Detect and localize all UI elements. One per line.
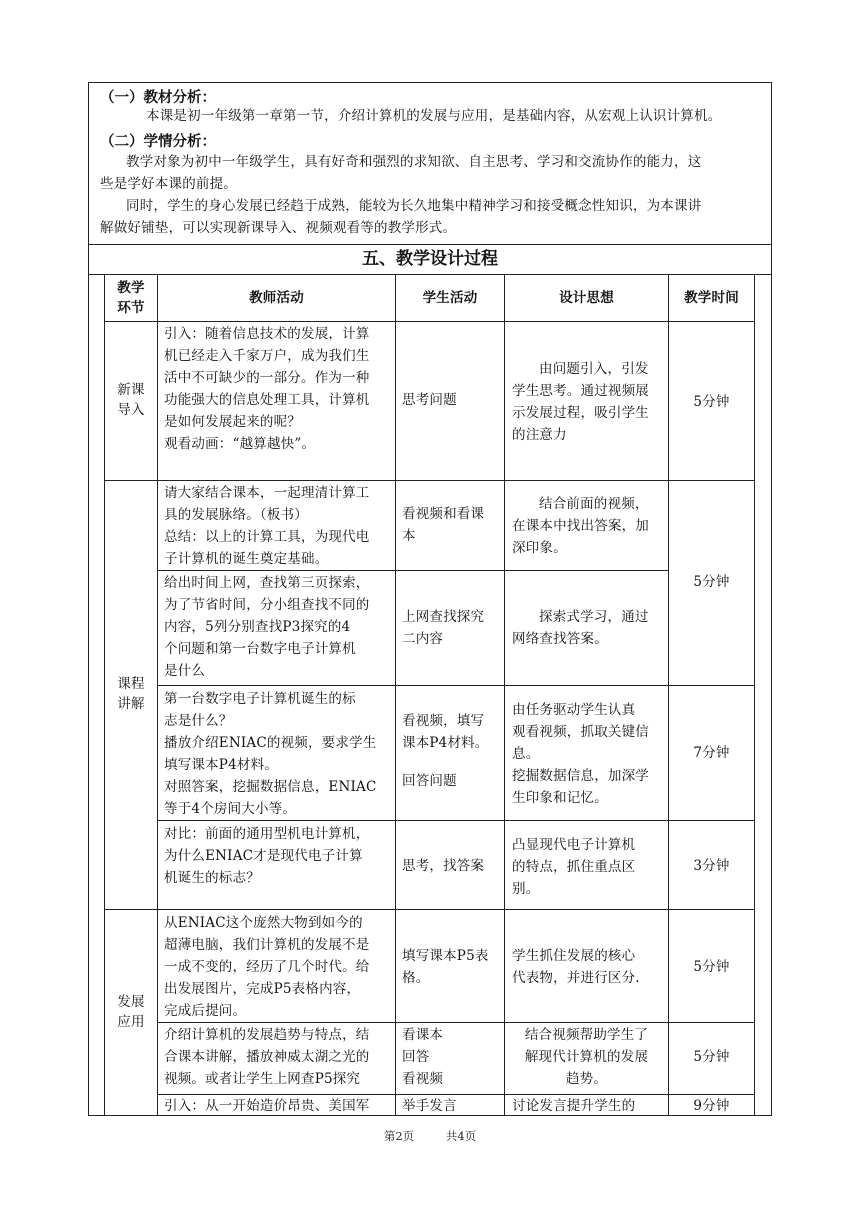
row8-student: 举手发言 [402,1098,457,1114]
section2-line-4: 解做好铺垫，可以实现新课导入、视频观看等的教学形式。 [100,220,457,236]
header-student-activity: 学生活动 [422,290,478,306]
row3-student: 上网查找探究 二内容 [402,609,485,647]
row4-time: 7分钟 [693,745,730,761]
row7-student: 看课本 回答 看视频 [402,1027,444,1087]
row4-student: 看视频，填写 课本P4材料。 回答问题 [402,713,489,789]
row7-design: 结合视频帮助学生了 解现代计算机的发展 趋势。 [524,1027,649,1087]
row5-design: 凸显现代电子计算机 的特点，抓住重点区 别。 [512,837,636,897]
row7-time: 5分钟 [693,1049,730,1065]
section2-line-2: 些是学好本课的前提。 [100,176,237,192]
section1-heading: （一）教材分析： [100,89,216,106]
stage-lecture: 课程 讲解 [117,676,145,712]
row1-student: 思考问题 [402,392,457,408]
row3-design: 探索式学习，通过 网络查找答案。 [512,609,649,647]
row1-teacher: 引入：随着信息技术的发展，计算 机已经走入千家万户，成为我们生 活中不可缺少的一部分。作为一种 功能强大的信息处理工具，计算机 是如何发展起来的呢？ 观看动画：“越算越快”。 [164,326,370,452]
row6-teacher: 从ENIAC这个庞然大物到如今的 超薄电脑，我们计算机的发展不是 一成不变的，经历了几个时代。给 出发展图片，完成P5表格内容， 完成后提问。 [164,915,370,1019]
row6-design: 学生抓住发展的核心 代表物，并进行区分. [512,948,640,986]
row2-teacher: 请大家结合课本，一起理清计算工 具的发展脉络。（板书） 总结：以上的计算工具，为现代电 子计算机的诞生奠定基础。 [164,485,370,567]
header-teacher-activity: 教师活动 [249,290,304,306]
stage-application: 发展 应用 [117,994,145,1030]
section5-title: 五、教学设计过程 [362,249,498,269]
row8-design: 讨论发言提升学生的 [512,1098,636,1114]
row4-design: 由任务驱动学生认真 观看视频，抓取关键信 息。 挖掘数据信息，加深学 生印象和记忆。 [512,702,649,806]
header-stage: 教学 环节 [117,280,145,316]
row1-design: 由问题引入，引发 学生思考。通过视频展 示发展过程，吸引学生 的注意力 [512,361,649,443]
row2-student: 看视频和看课 本 [402,506,485,544]
row8-teacher: 引入：从一开始造价昂贵、美国军 [164,1098,370,1114]
row6-time: 5分钟 [693,959,730,975]
row6-student: 填写课本P5表 格。 [402,948,489,986]
row1-time: 5分钟 [693,394,730,410]
stage-new-lesson: 新课 导入 [117,382,145,418]
rule-below-section5 [88,274,772,275]
section2-heading: （二）学情分析： [100,133,216,150]
row7-teacher: 介绍计算机的发展趋势与特点，结 合课本讲解，播放神威太湖之光的 视频。或者让学生上网查P5探究 [164,1027,370,1087]
section2-line-1: 教学对象为初中一年级学生，具有好奇和强烈的求知欲、自主思考、学习和交流协作的能力，这 [126,154,702,170]
row4-teacher: 第一台数字电子计算机诞生的标 志是什么？ 播放介绍ENIAC的视频，要求学生 填写课本P4材料。 对照答案，挖掘数据信息，ENIAC 等于4个房间大小等。 [164,691,377,817]
page-number: 第2页 [383,1129,415,1143]
page-footer [0,1128,860,1144]
page-total: 共4页 [445,1129,477,1143]
row3-teacher: 给出时间上网，查找第三页探索， 为了节省时间，分小组查找不同的 内容，5列分别查找P3探究的4 个问题和第一台数字电子计算机 是什么 [164,575,370,679]
header-teaching-time: 教学时间 [684,290,739,306]
section2-line-3: 同时，学生的身心发展已经趋于成熟，能较为长久地集中精神学习和接受概念性知识，为本课讲 [126,198,702,214]
row5-teacher: 对比：前面的通用型机电计算机， 为什么ENIAC才是现代电子计算 机诞生的标志？ [164,826,370,886]
header-design-idea: 设计思想 [559,290,614,306]
row8-time: 9分钟 [693,1098,730,1114]
row2-design: 结合前面的视频， 在课本中找出答案，加 深印象。 [512,496,649,556]
section1-text: 本课是初一年级第一章第一节，介绍计算机的发展与应用，是基础内容，从宏观上认识计算机。 [146,108,722,124]
row2-3-time: 5分钟 [693,574,730,590]
row5-time: 3分钟 [693,858,730,874]
row5-student: 思考，找答案 [402,858,485,874]
